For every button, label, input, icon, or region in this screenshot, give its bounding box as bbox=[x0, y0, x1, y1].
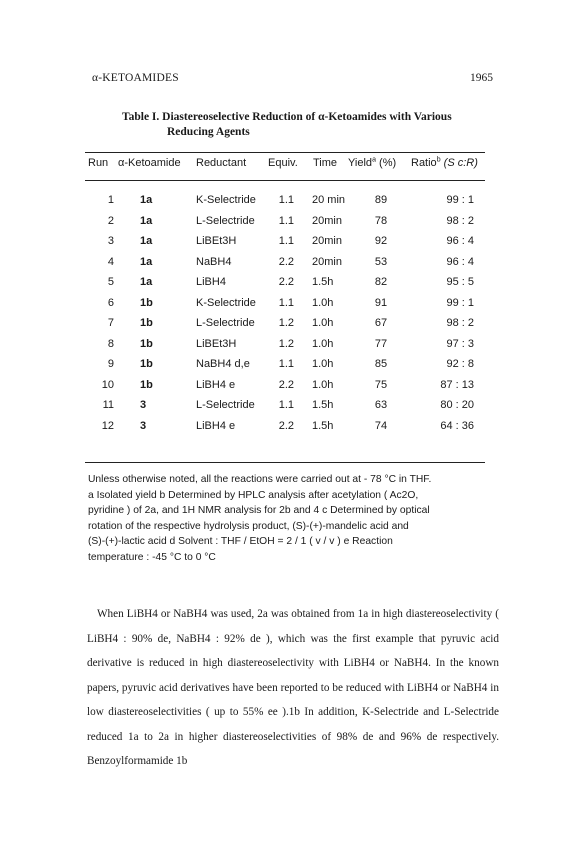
cell-equiv: 1.1 bbox=[278, 358, 294, 370]
cell-run: 1 bbox=[107, 194, 114, 206]
cell-time: 20min bbox=[312, 255, 342, 268]
cell-ketoamide: 1b bbox=[140, 296, 153, 309]
cell-ketoamide: 1b bbox=[140, 317, 153, 329]
cell-equiv: 1.2 bbox=[278, 337, 294, 350]
cell-equiv: 2.2 bbox=[278, 276, 294, 288]
cell-equiv: 1.1 bbox=[278, 399, 294, 411]
yield-unit: (%) bbox=[379, 157, 397, 169]
col-header-reductant: Reductant bbox=[196, 157, 247, 169]
col-header-ketoamide: α-Ketoamide bbox=[118, 157, 181, 169]
cell-equiv: 2.2 bbox=[278, 378, 294, 391]
cell-yield: 63 bbox=[374, 399, 388, 411]
table-header-rule bbox=[85, 180, 485, 181]
cell-time: 1.5h bbox=[312, 276, 334, 288]
cell-run: 7 bbox=[107, 317, 114, 329]
cell-yield: 67 bbox=[374, 317, 388, 329]
cell-ratio: 87 : 13 bbox=[440, 378, 474, 391]
ratio-footnote-mark: b bbox=[436, 156, 441, 164]
table-row bbox=[0, 420, 576, 441]
footnote-line-4: rotation of the respective hydrolysis product, (S)-(+)-mandelic acid and bbox=[88, 520, 409, 532]
table-caption-line-2: Reducing Agents bbox=[167, 126, 250, 138]
footnote-line-1: Unless otherwise noted, all the reactions were carried out at - 78 °C in THF. bbox=[88, 474, 432, 485]
cell-time: 1.0h bbox=[312, 296, 334, 309]
table-row bbox=[0, 235, 576, 256]
table-bottom-rule bbox=[85, 462, 485, 463]
cell-ketoamide: 3 bbox=[140, 419, 147, 432]
col-header-time: Time bbox=[313, 157, 338, 169]
cell-equiv: 2.2 bbox=[278, 419, 294, 432]
cell-ratio: 96 : 4 bbox=[446, 255, 474, 268]
cell-reductant: L-Selectride bbox=[196, 317, 255, 329]
cell-yield: 82 bbox=[374, 276, 388, 288]
cell-time: 1.0h bbox=[312, 317, 334, 329]
cell-run: 5 bbox=[107, 276, 114, 288]
cell-ratio: 98 : 2 bbox=[446, 317, 474, 329]
cell-ketoamide: 3 bbox=[140, 399, 147, 411]
page-number: 1965 bbox=[470, 72, 493, 84]
cell-run: 12 bbox=[101, 419, 114, 432]
cell-run: 8 bbox=[107, 337, 114, 350]
cell-run: 9 bbox=[107, 358, 114, 370]
cell-reductant: K-Selectride bbox=[196, 296, 256, 309]
cell-ketoamide: 1b bbox=[140, 337, 153, 350]
yield-footnote-mark: a bbox=[372, 156, 376, 164]
cell-yield: 85 bbox=[374, 358, 388, 370]
cell-yield: 53 bbox=[374, 255, 388, 268]
cell-run: 3 bbox=[107, 235, 114, 247]
table-body bbox=[0, 194, 576, 440]
table-row bbox=[0, 276, 576, 297]
cell-ketoamide: 1a bbox=[140, 214, 153, 227]
cell-reductant: LiBEt3H bbox=[196, 337, 237, 350]
col-header-ratio bbox=[411, 157, 478, 169]
cell-equiv: 1.1 bbox=[278, 235, 294, 247]
cell-equiv: 1.1 bbox=[278, 194, 294, 206]
cell-equiv: 1.1 bbox=[278, 214, 294, 227]
cell-yield: 91 bbox=[374, 296, 388, 309]
cell-ratio: 98 : 2 bbox=[446, 214, 474, 227]
cell-time: 1.0h bbox=[312, 358, 334, 370]
cell-ketoamide: 1b bbox=[140, 358, 153, 370]
col-header-yield bbox=[348, 157, 396, 169]
cell-yield: 74 bbox=[374, 419, 388, 432]
cell-ratio: 95 : 5 bbox=[446, 276, 474, 288]
table-row bbox=[0, 338, 576, 359]
cell-yield: 78 bbox=[374, 214, 388, 227]
cell-reductant: L-Selectride bbox=[196, 399, 255, 411]
cell-reductant: LiBH4 bbox=[196, 276, 226, 288]
cell-yield: 77 bbox=[374, 337, 388, 350]
cell-time: 1.5h bbox=[312, 419, 334, 432]
table-row bbox=[0, 399, 576, 420]
cell-time: 20min bbox=[312, 214, 342, 227]
cell-ratio: 99 : 1 bbox=[446, 296, 474, 309]
cell-run: 10 bbox=[101, 378, 114, 391]
table-footnotes bbox=[88, 472, 493, 565]
cell-reductant: LiBH4 e bbox=[196, 378, 236, 391]
cell-reductant: NaBH4 d,e bbox=[196, 358, 250, 370]
cell-run: 6 bbox=[107, 296, 114, 309]
cell-run: 4 bbox=[107, 255, 114, 268]
col-header-equiv: Equiv. bbox=[268, 157, 298, 169]
cell-ratio: 80 : 20 bbox=[440, 399, 474, 411]
cell-yield: 89 bbox=[374, 194, 388, 206]
footnote-line-2: a Isolated yield b Determined by HPLC analysis after acetylation ( Ac2O, bbox=[88, 489, 419, 501]
col-header-run: Run bbox=[88, 157, 109, 169]
body-paragraph-text: When LiBH4 or NaBH4 was used, 2a was obtained from 1a in high diastereoselectivity ( LiBH4 : 90% de, NaBH4 : 92% de ), which was the first example that pyruvic acid derivative is reduced in high diastereoselectivity with LiBH4 or NaBH4. In the known papers, pyruvic acid derivatives have been reported to be reduced with LiBH4 or NaBH4 in low diastereoselectivities ( up to 55% ee ).1b In addition, K-Selectride and L-Selectride reduced 1a to 2a in higher diastereoselectivities of 98% de and 96% de respectively. Benzoylformamide 1b bbox=[87, 608, 499, 767]
cell-ratio: 97 : 3 bbox=[446, 337, 474, 350]
cell-ketoamide: 1a bbox=[140, 194, 153, 206]
cell-run: 11 bbox=[102, 399, 114, 411]
cell-reductant: LiBEt3H bbox=[196, 235, 237, 247]
table-caption bbox=[122, 110, 482, 140]
table-row bbox=[0, 317, 576, 338]
cell-time: 1.0h bbox=[312, 378, 334, 391]
table-row bbox=[0, 194, 576, 215]
ratio-label: Ratio bbox=[411, 157, 437, 169]
cell-ratio: 64 : 36 bbox=[440, 419, 474, 432]
table-row bbox=[0, 358, 576, 379]
cell-ketoamide: 1a bbox=[140, 235, 153, 247]
table-row bbox=[0, 256, 576, 277]
table-row bbox=[0, 215, 576, 236]
footnote-line-6: temperature : -45 °C to 0 °C bbox=[88, 551, 216, 563]
cell-ketoamide: 1a bbox=[140, 276, 153, 288]
table-row bbox=[0, 297, 576, 318]
cell-ketoamide: 1b bbox=[140, 378, 153, 391]
table-top-rule bbox=[85, 152, 485, 153]
table-header-row bbox=[0, 157, 576, 175]
footnote-line-5: (S)-(+)-lactic acid d Solvent : THF / EtOH = 2 / 1 ( v / v ) e Reaction bbox=[88, 536, 393, 547]
cell-ketoamide: 1a bbox=[140, 255, 153, 268]
cell-yield: 75 bbox=[374, 378, 388, 391]
cell-yield: 92 bbox=[374, 235, 388, 247]
cell-equiv: 1.2 bbox=[278, 317, 294, 329]
ratio-paren: (S c:R) bbox=[443, 157, 478, 169]
cell-time: 20 min bbox=[312, 194, 346, 206]
cell-reductant: LiBH4 e bbox=[196, 419, 236, 432]
cell-reductant: L-Selectride bbox=[196, 214, 255, 227]
cell-reductant: NaBH4 bbox=[196, 255, 232, 268]
cell-equiv: 1.1 bbox=[278, 296, 294, 309]
cell-ratio: 96 : 4 bbox=[446, 235, 474, 247]
cell-ratio: 99 : 1 bbox=[446, 194, 474, 206]
footnote-line-3: pyridine ) of 2a, and 1H NMR analysis for 2b and 4 c Determined by optical bbox=[88, 505, 430, 516]
cell-reductant: K-Selectride bbox=[196, 194, 256, 206]
table-caption-line-1: Table I. Diastereoselective Reduction of α-Ketoamides with Various bbox=[122, 111, 452, 123]
yield-label: Yield bbox=[348, 157, 373, 169]
cell-time: 1.5h bbox=[312, 399, 334, 411]
running-header-title: α-KETOAMIDES bbox=[92, 72, 179, 84]
cell-ratio: 92 : 8 bbox=[446, 358, 474, 370]
body-paragraph bbox=[87, 602, 499, 774]
cell-time: 20min bbox=[312, 235, 342, 247]
cell-equiv: 2.2 bbox=[278, 255, 294, 268]
cell-time: 1.0h bbox=[312, 337, 334, 350]
table-row bbox=[0, 379, 576, 400]
cell-run: 2 bbox=[107, 214, 114, 227]
